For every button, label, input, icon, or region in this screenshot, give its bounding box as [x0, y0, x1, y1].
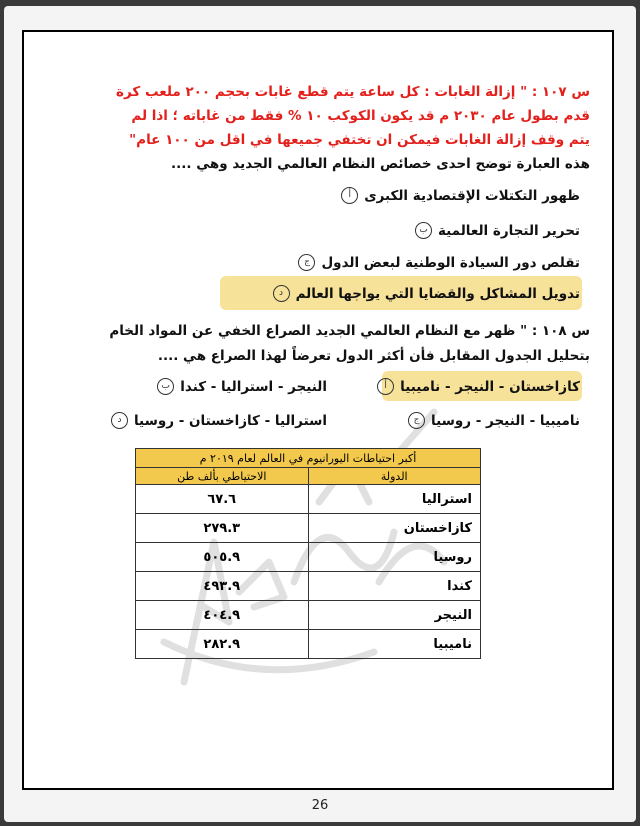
page-number: 26 — [311, 798, 329, 813]
option-circle-icon: ج — [408, 412, 425, 429]
document-page — [4, 6, 636, 822]
q107-option-a-text: ظهور التكتلات الإقتصادية الكبرى — [364, 187, 580, 204]
option-circle-icon: د — [111, 412, 128, 429]
country-cell: روسيا — [308, 543, 481, 572]
table-row — [136, 514, 481, 543]
reserve-cell: ٥٠٥.٩ — [136, 543, 309, 572]
q108-option-c[interactable] — [408, 412, 580, 429]
q107-option-d-text: تدويل المشاكل والقضايا التي يواجها العالم — [295, 285, 580, 302]
uranium-reserves-table — [135, 448, 481, 659]
q108-option-a[interactable] — [377, 378, 580, 395]
country-cell: استراليا — [308, 485, 481, 514]
q107-line-3: يتم وقف إزالة الغابات فيمكن ان تختفي جميعها في اقل من ١٠٠ عام" — [129, 132, 590, 148]
q107-option-c-text: تقلص دور السيادة الوطنية لبعض الدول — [321, 254, 580, 271]
q107-line-1: س ١٠٧ : " إزالة الغابات : كل ساعة يتم قطع غابات بحجم ٢٠٠ ملعب كرة — [116, 84, 590, 100]
q107-option-b[interactable] — [415, 222, 580, 239]
page-border-frame — [22, 30, 614, 790]
reserve-cell: ٤٠٤.٩ — [136, 601, 309, 630]
table-row — [136, 485, 481, 514]
q108-line-1: س ١٠٨ : " ظهر مع النظام العالمي الجديد الصراع الخفي عن المواد الخام — [109, 323, 590, 339]
q107-option-b-text: تحرير التجارة العالمية — [437, 222, 580, 239]
option-circle-icon: ج — [298, 254, 315, 271]
q108-option-b-text: النيجر - استراليا - كندا — [180, 378, 327, 395]
table-row — [136, 543, 481, 572]
q108-option-a-text: كازاخستان - النيجر - ناميبيا — [400, 378, 580, 395]
reserve-cell: ٦٧.٦ — [136, 485, 309, 514]
option-circle-icon: أ — [341, 187, 358, 204]
table-header-row — [136, 468, 481, 485]
table-caption-row — [136, 449, 481, 468]
option-circle-icon: د — [273, 285, 290, 302]
q107-option-c[interactable] — [298, 254, 580, 271]
reserve-cell: ٢٧٩.٣ — [136, 514, 309, 543]
option-circle-icon: ب — [157, 378, 174, 395]
option-circle-icon: أ — [377, 378, 394, 395]
reserve-cell: ٢٨٢.٩ — [136, 630, 309, 659]
country-cell: ناميبيا — [308, 630, 481, 659]
reserve-cell: ٤٩٣.٩ — [136, 572, 309, 601]
q107-option-a[interactable] — [341, 187, 580, 204]
q108-option-c-text: ناميبيا - النيجر - روسيا — [431, 412, 580, 429]
table-row — [136, 572, 481, 601]
country-cell: كازاخستان — [308, 514, 481, 543]
country-cell: كندا — [308, 572, 481, 601]
q108-option-b[interactable] — [157, 378, 327, 395]
table-caption: أكبر احتياطات اليورانيوم في العالم لعام ٢٠١٩ م — [136, 449, 481, 468]
option-circle-icon: ب — [415, 222, 432, 239]
q108-line-2: بتحليل الجدول المقابل فأن أكثر الدول تعرضاً لهذا الصراع هي .... — [157, 348, 590, 364]
table-row — [136, 601, 481, 630]
q108-option-d-text: استراليا - كازاخستان - روسيا — [133, 412, 327, 429]
q107-option-d[interactable] — [273, 285, 580, 302]
q108-option-d[interactable] — [111, 412, 327, 429]
q107-line-2: قدم بطول عام ٢٠٣٠ م قد يكون الكوكب ١٠ % فقط من غاباته ؛ اذا لم — [131, 108, 590, 124]
country-cell: النيجر — [308, 601, 481, 630]
header-country: الدولة — [308, 468, 481, 485]
table-row — [136, 630, 481, 659]
q107-prompt: هذه العبارة توضح احدى خصائص النظام العالمي الجديد وهي .... — [171, 156, 590, 172]
header-reserve: الاحتياطي بألف طن — [136, 468, 309, 485]
